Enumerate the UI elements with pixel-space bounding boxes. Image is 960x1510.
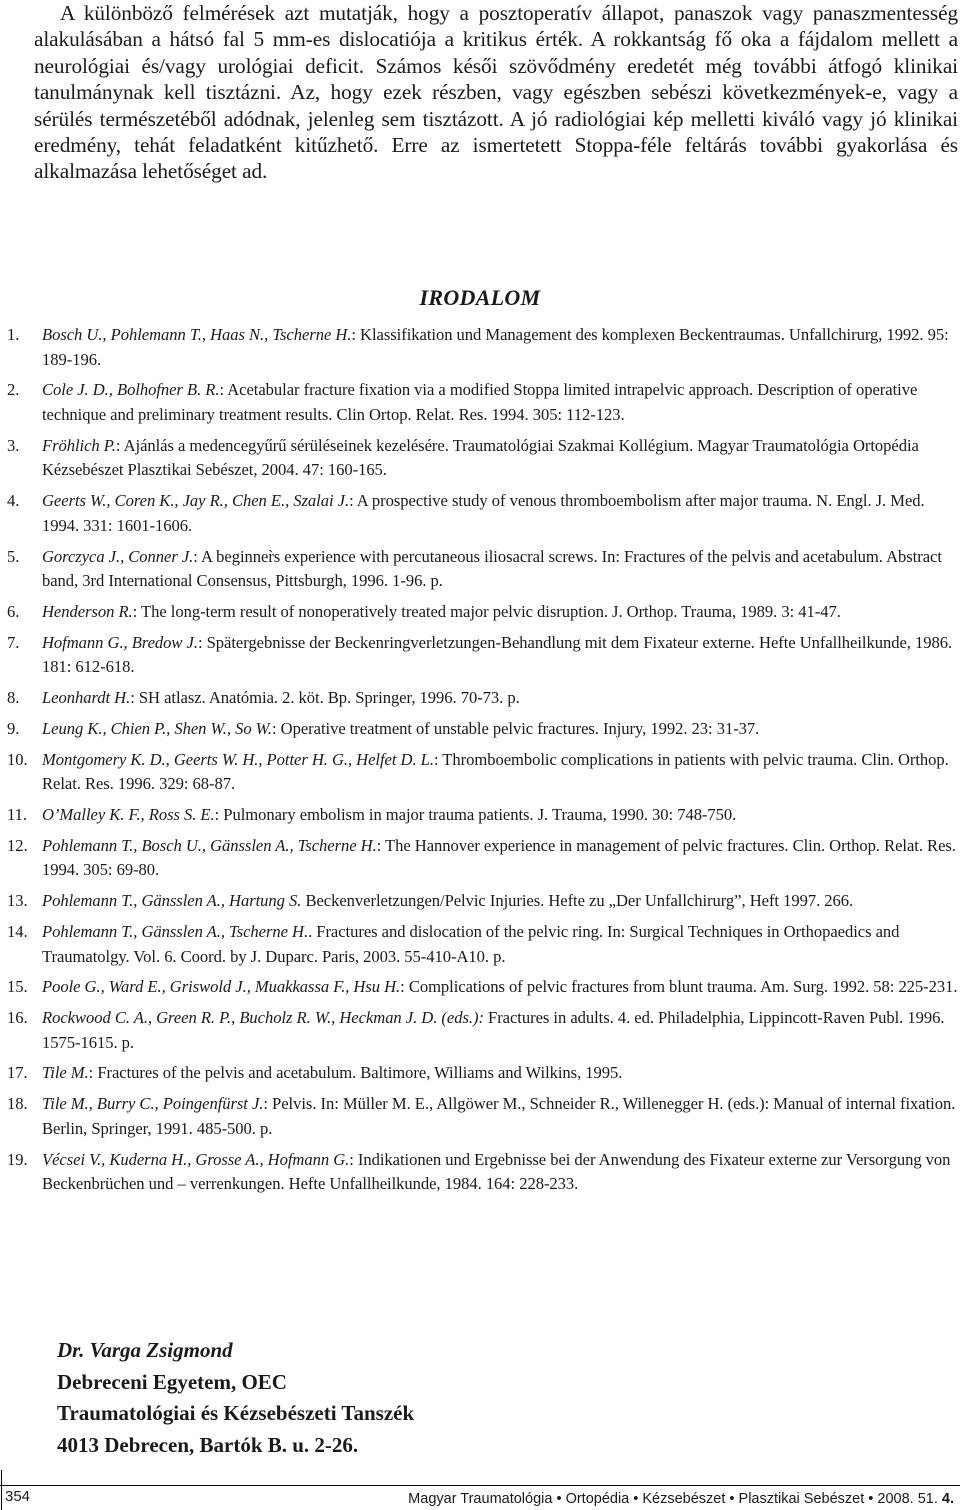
author-institution: Debreceni Egyetem, OEC (57, 1369, 287, 1394)
reference-number: 8. (7, 688, 20, 708)
reference-text: : Pelvis. In: Müller M. E., Allgöwer M., Schneider R., Willenegger H. (eds.): Manual of internal fixation. Berlin, Springer, 1991. 485-500. p. (42, 1094, 956, 1138)
reference-text: : Indikationen und Ergebnisse bei der Anwendung des Fixateur externe zur Versorgung von Beckenbrüchen und – verrenkungen. Hefte Unfallheilkunde, 1984. 164: 228-233. (42, 1149, 951, 1194)
reference-authors: Pohlemann T., Gänsslen A., Tscherne H. (42, 921, 309, 941)
reference-item (0, 631, 960, 680)
reference-authors: O’Malley K. F., Ross S. E. (42, 804, 215, 824)
reference-number: 18. (7, 1094, 28, 1114)
reference-number: 19. (7, 1149, 28, 1169)
reference-item (0, 1006, 960, 1055)
reference-number: 10. (7, 749, 28, 769)
reference-authors: Fröhlich P. (42, 435, 116, 455)
reference-text: : The long-term result of nonoperatively treated major pelvic disruption. J. Orthop. Trauma, 1989. 3: 41-47. (132, 601, 841, 621)
reference-number: 7. (7, 632, 20, 652)
reference-item (0, 889, 960, 914)
reference-text: : The Hannover experience in management of pelvic fractures. Clin. Orthop. Relat. Res. 1994. 305: 69-80. (42, 835, 956, 880)
journal-issue: 4. (941, 1491, 954, 1507)
journal-footer (408, 1491, 954, 1507)
reference-number: 4. (7, 491, 20, 511)
reference-number: 12. (7, 835, 28, 855)
reference-text: : A beginner̀s experience with percutaneous iliosacral screws. In: Fractures of the pelvis and acetabulum. Abstract band, 3rd International Consensus, Pittsburgh, 1996. 1-96. p. (42, 546, 942, 591)
reference-authors: Gorczyca J., Conner J. (42, 546, 194, 566)
reference-number: 17. (7, 1063, 28, 1083)
reference-item (0, 803, 960, 828)
reference-authors: Henderson R. (42, 601, 133, 621)
reference-authors: Rockwood C. A., Green R. P., Bucholz R. W., Heckman J. D. (eds.): (42, 1008, 484, 1028)
reference-number: 15. (7, 977, 28, 997)
reference-item (0, 717, 960, 742)
page-number: 354 (5, 1488, 31, 1505)
author-address: 4013 Debrecen, Bartók B. u. 2-26. (57, 1432, 359, 1457)
reference-item (0, 1061, 960, 1086)
reference-number: 6. (7, 601, 20, 621)
journal-name: Magyar Traumatológia • Ortopédia • Kézsebészet • Plasztikai Sebészet • 2008. 51. (408, 1491, 938, 1507)
reference-authors: Pohlemann T., Bosch U., Gänsslen A., Tscherne H. (42, 835, 377, 855)
reference-item (0, 378, 960, 427)
reference-authors: Leonhardt H. (42, 688, 131, 708)
reference-text: : SH atlasz. Anatómia. 2. köt. Bp. Springer, 1996. 70-73. p. (130, 688, 520, 708)
reference-item (0, 323, 960, 372)
reference-number: 11. (7, 804, 27, 824)
reference-text: Beckenverletzungen/Pelvic Injuries. Hefte zu „Der Unfallchirurg”, Heft 1997. 266. (301, 891, 854, 911)
reference-item (0, 975, 960, 1000)
author-name: Dr. Varga Zsigmond (57, 1338, 233, 1362)
footer-divider (1, 1470, 2, 1510)
reference-authors: Geerts W., Coren K., Jay R., Chen E., Szalai J. (42, 491, 350, 511)
reference-text: . Fractures and dislocation of the pelvic ring. In: Surgical Techniques in Orthopaedics and Traumatolgy. Vol. 6. Coord. by J. Duparc. Paris, 2003. 55-410-A10. p. (42, 921, 900, 966)
reference-text: : Acetabular fracture fixation via a modified Stoppa limited intrapelvic approach. Description of operative technique and preliminary treatment results. Clin Ortop. Relat. Res. 1994. 305: 112-123. (42, 380, 918, 424)
reference-text: : A prospective study of venous thromboembolism after major trauma. N. Engl. J. Med. 1994. 331: 1601-1606. (42, 491, 925, 535)
reference-number: 13. (7, 891, 28, 911)
reference-number: 5. (7, 546, 20, 566)
reference-authors: Leung K., Chien P., Shen W., So W. (42, 718, 273, 738)
reference-authors: Hofmann G., Bredow J. (42, 632, 198, 652)
author-signature (57, 1335, 414, 1461)
reference-authors: Poole G., Ward E., Griswold J., Muakkassa F., Hsu H. (42, 977, 401, 997)
reference-item (0, 920, 960, 969)
reference-item (0, 1092, 960, 1141)
reference-item (0, 600, 960, 625)
reference-authors: Vécsei V., Kuderna H., Grosse A., Hofmann G. (42, 1149, 350, 1169)
reference-text: : Operative treatment of unstable pelvic fractures. Injury, 1992. 23: 31-37. (272, 718, 760, 738)
reference-item (0, 545, 960, 594)
reference-item (0, 834, 960, 883)
references-heading: IRODALOM (419, 285, 541, 310)
reference-text: : Thromboembolic complications in patients with pelvic trauma. Clin. Orthop. Relat. Res. 1996. 329: 68-87. (42, 749, 949, 794)
reference-authors: Tile M., Burry C., Poingenfürst J. (42, 1094, 264, 1114)
reference-authors: Pohlemann T., Gänsslen A., Hartung S. (42, 891, 302, 911)
reference-authors: Cole J. D., Bolhofner B. R. (42, 380, 220, 400)
reference-text: Fractures in adults. 4. ed. Philadelphia, Lippincott-Raven Publ. 1996. 1575-1615. p. (42, 1008, 945, 1052)
reference-text: : Complications of pelvic fractures from blunt trauma. Am. Surg. 1992. 58: 225-231. (400, 977, 958, 997)
reference-text: : Fractures of the pelvis and acetabulum. Baltimore, Williams and Wilkins, 1995. (88, 1063, 623, 1083)
reference-authors: Tile M. (42, 1063, 89, 1083)
footer-rule (0, 1485, 960, 1486)
reference-text: : Pulmonary embolism in major trauma patients. J. Trauma, 1990. 30: 748-750. (214, 804, 737, 824)
reference-number: 3. (7, 435, 20, 455)
reference-text: : Spätergebnisse der Beckenringverletzungen-Behandlung mit dem Fixateur externe. Hefte Unfallheilkunde, 1986. 181: 612-618. (42, 632, 953, 677)
reference-number: 1. (7, 325, 20, 344)
reference-number: 14. (7, 921, 28, 941)
reference-item (0, 489, 960, 538)
reference-authors: Bosch U., Pohlemann T., Haas N., Tscherne H. (42, 325, 352, 344)
reference-number: 2. (7, 380, 20, 400)
body-paragraph: A különböző felmérések azt mutatják, hogy a posztoperatív állapot, panaszok vagy panaszmentesség alakulásában a hátsó fal 5 mm-es dislocatiója a kritikus érték. A rokkantság fő oka a fájdalom mellett a neurológiai és/vagy urológiai deficit. Számos késői szövődmény eredetét még további átfogó klinikai tanulmánynak kell tisztázni. Az, hogy ezek részben, vagy egészben sebészi következmények-e, vagy a sérülés természetéből adódnak, jelenleg sem tisztázott. A jó radiológiai kép melletti kiváló vagy jó klinikai eredmény, tehát feladatként kitűzhető. Erre az ismertetett Stoppa-féle feltárás további gyakorlása és alkalmazása lehetőséget ad. (34, 1, 958, 184)
reference-item (0, 1148, 960, 1197)
reference-item (0, 686, 960, 711)
reference-number: 9. (7, 718, 20, 738)
reference-text: : Klassifikation und Management des komplexen Beckentraumas. Unfallchirurg, 1992. 95: 189-196. (42, 325, 949, 369)
author-department: Traumatológiai és Kézsebészeti Tanszék (57, 1401, 415, 1425)
reference-authors: Montgomery K. D., Geerts W. H., Potter H. G., Helfet D. L. (42, 749, 434, 769)
reference-text: : Ajánlás a medencegyűrű sérüléseinek kezelésére. Traumatológiai Szakmai Kollégium. Magyar Traumatológia Ortopédia Kézsebészet Plasztikai Sebészet, 2004. 47: 160-165. (42, 435, 919, 480)
reference-item (0, 748, 960, 797)
reference-item (0, 434, 960, 483)
references-list (0, 323, 960, 1203)
reference-number: 16. (7, 1008, 28, 1028)
